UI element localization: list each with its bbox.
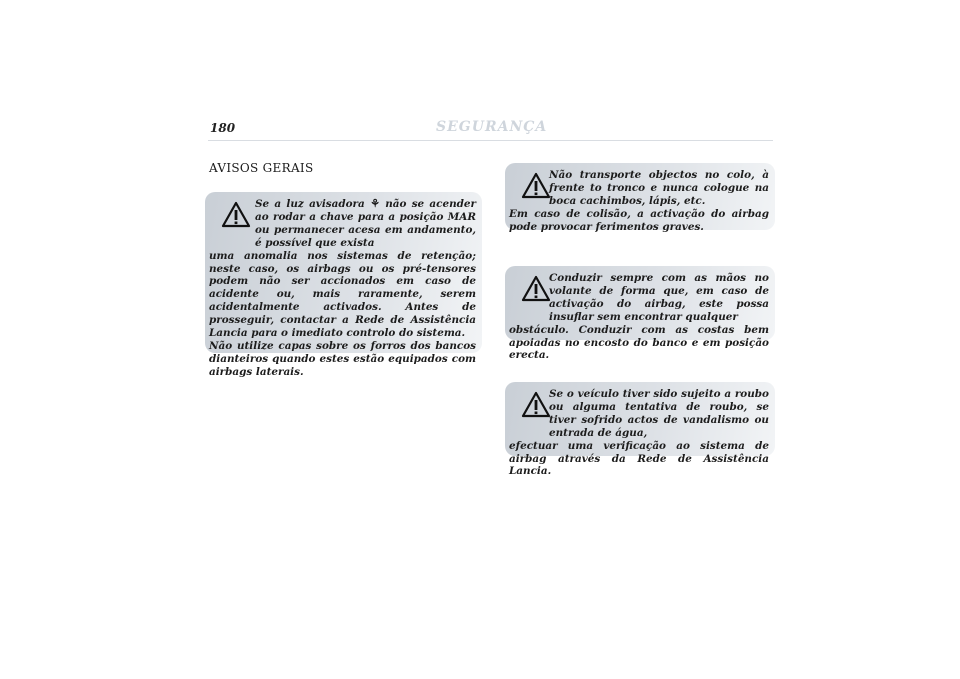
warning-box-hands-wheel [505,266,775,362]
warning-text-body: uma anomalia nos sistemas de retenção; neste caso, os airbags ou os pré-tensores podem não ser accionados em caso de acidente ou, mais raramente, serem acidentalmente activados. Antes de prosseguir, contactar a Rede de Assistência Lancia para o imediato controlo do sistema. [209,249,476,340]
warning-text-body-2: Não utilize capas sobre os forros dos bancos dianteiros quando estes estão equipados com airbags laterais. [209,339,476,378]
warning-text-lead: Não transporte objectos no colo, à frente to tronco e nunca cologue na boca cachimbos, lápis, etc. [549,169,769,207]
warning-text-body: efectuar uma verificação ao sistema de airbag através da Rede de Assistência Lancia. [509,439,769,478]
warning-box-objects-lap [505,163,775,233]
header-divider [208,140,773,141]
warning-text-body: obstáculo. Conduzir com as costas bem apoiadas no encosto do banco e em posição erecta. [509,323,769,362]
section-title: SEGURANÇA [436,119,548,135]
warning-text [209,198,476,379]
page-heading: AVISOS GERAIS [209,161,314,175]
warning-text-lead-rest: não se acender ao rodar a chave para a posição MAR ou permanecer acesa em andamento, é possível que exista [255,198,477,249]
warning-text [509,169,769,234]
warning-box-airbag-light [205,192,482,378]
warning-box-vehicle-theft [505,382,775,478]
warning-text-lead: Se o veículo tiver sido sujeito a roubo ou alguma tentativa de roubo, se tiver sofrido actos de vandalismo ou entrada de água, [549,388,769,439]
warning-text [509,388,769,478]
warning-text-body: Em caso de colisão, a activação do airbag pode provocar ferimentos graves. [509,207,769,233]
page-number: 180 [210,121,236,135]
airbag-warning-light-icon: ⚘ [370,197,380,210]
warning-text-lead: Se a luz avisadora [255,198,365,210]
warning-text [509,272,769,362]
warning-text-lead: Conduzir sempre com as mãos no volante de forma que, em caso de activação do airbag, este possa insuflar sem encontrar qualquer [549,272,769,323]
